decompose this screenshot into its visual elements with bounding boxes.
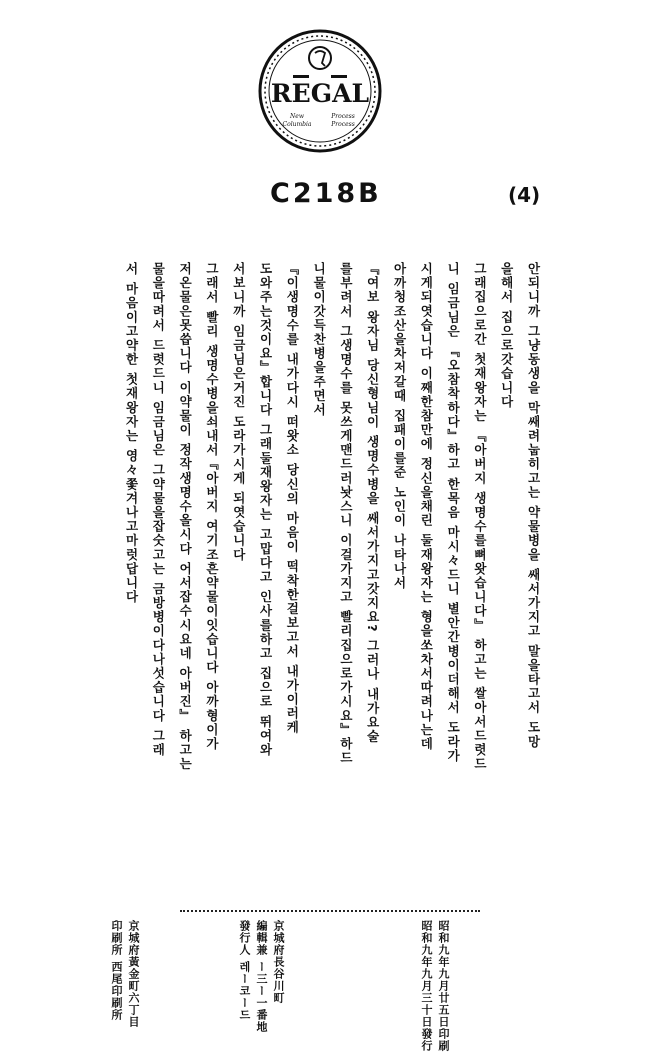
colophon-printed-date: 昭和九年九月廿五日印刷 bbox=[437, 920, 450, 1052]
story-line: 니물이갓득찬병을주면서 bbox=[311, 262, 327, 418]
logo-tagline-left: New bbox=[290, 113, 304, 120]
colophon-dates bbox=[418, 920, 452, 1052]
page-number: (4) bbox=[508, 183, 541, 207]
colophon-editor: 編輯兼 ー三ー一番地 bbox=[255, 920, 268, 1033]
colophon-printer-address: 京城府黃金町六丁目 bbox=[127, 920, 140, 1028]
story-line: 그래서 빨리 생명수병을쇠내서『아버지 여기조흔약물이잇습니다 아까형이가 bbox=[204, 262, 220, 752]
story-line: 물을따려서 드렷드니 임금님은 그약물을잡숫고는 금방병이다나섯습니다 그래 bbox=[150, 262, 166, 758]
colophon-publisher-name: 發行人 레ー코ー드 bbox=[238, 920, 251, 1021]
logo-tagline-right: Process bbox=[331, 113, 355, 120]
regal-logo bbox=[257, 28, 383, 154]
story-line: 를부려서 그생명수를 못쓰게맨드러놧스니 이걸가지고 빨리집으로가시요』하드 bbox=[338, 262, 354, 766]
colophon-publisher bbox=[236, 920, 287, 1033]
colophon-divider bbox=[180, 910, 480, 912]
story-line: 시게되엿습니다 이째한참만에 정신을채린 둘재왕자는 형을쏘차서따려나는데 bbox=[418, 262, 434, 752]
story-line: 그래집으로간 첫재왕자는 『아버지 생명수를뼈왓습니다』 하고는 쌀아서드렷드 bbox=[472, 262, 488, 772]
logo-bottom-right: Process bbox=[331, 121, 355, 128]
story-line: 을해서 집으로갓습니다 bbox=[499, 262, 515, 409]
colophon-published-date: 昭和九年九月三十日發行 bbox=[420, 920, 433, 1052]
story-line: 안되니까 그냥동생을 막쌔려눕히고는 약물병을 쌔서가지고 말을타고서 도망 bbox=[526, 262, 541, 749]
story-line: 『여보 왕자님 당신형님이 생명수병을 쌔서가지고갓지요? 그러나 내가요술 bbox=[365, 262, 381, 744]
catalog-number: C218B bbox=[270, 178, 382, 209]
logo-bottom-left: Columbia bbox=[282, 121, 312, 128]
story-text bbox=[116, 262, 546, 862]
colophon-printer bbox=[108, 920, 142, 1028]
story-line: 서보니까 임금님은거진 도라가시게 되엿습니다 bbox=[231, 262, 247, 562]
story-line: 도와주는것이요』합니다 그래둘재왕자는 고맙다고 인사를하고 집으로 뛰여와 bbox=[258, 262, 274, 758]
colophon-printer-name: 印刷所 西尾印刷所 bbox=[110, 920, 123, 1021]
story-line: 니 임금님은 『오참착하다』하고 한목음 마시々드니 별안간병이더해서 도라가 bbox=[445, 262, 461, 764]
story-line: 저온물은못씁니다 이약물이 정작생명수올시다 어서잡수시요네 아버진』 하고는 bbox=[177, 262, 193, 772]
story-line: 아까청조산을차저갈때 집패이를준 노인이 나타나서 bbox=[392, 262, 408, 591]
colophon-publisher-address: 京城府長谷川町 bbox=[272, 920, 285, 1004]
logo-brand: REGAL bbox=[270, 79, 370, 108]
story-line: 『이생명수를 내가다시 떠왓소 당신의 마음이 떡착한걸보고서 내가이러케 bbox=[284, 262, 300, 735]
story-line: 서 마음이고약한 첫재왕자는 영々쫓겨나고마럿답니다 bbox=[124, 262, 140, 605]
